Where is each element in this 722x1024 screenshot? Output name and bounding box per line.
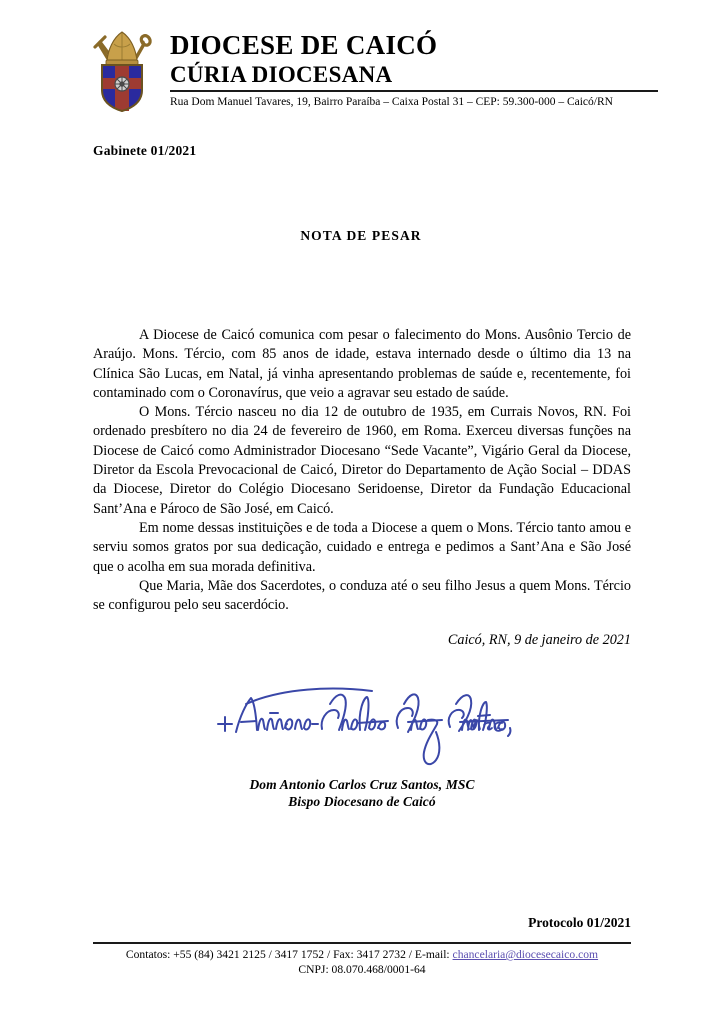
masthead [170,26,658,110]
footer-cnpj: CNPJ: 08.070.468/0001-64 [298,963,426,976]
signatory-name: Dom Antonio Carlos Cruz Santos, MSC [249,777,475,792]
body-paragraph-3: Em nome dessas instituições e de toda a Diocese a quem o Mons. Tércio tanto amou e serviu somos gratos por sua dedicação, cuidado e entrega e pedimos a Sant’Ana e São José que o acolha em sua morada definitiva. [93,519,631,575]
body-paragraph-1: A Diocese de Caicó comunica com pesar o falecimento do Mons. Ausônio Tercio de Araújo. Mons. Tércio, com 85 anos de idade, estava internado desde o último dia 13 na Clínica São Lucas, em Natal, já vinha apresentando problemas de saúde e, recentemente, foi contaminado com o Coronavírus, que veio a agravar seu estado de saúde. [93,327,631,401]
dateline: Caicó, RN, 9 de janeiro de 2021 [447,632,631,648]
footer-divider [93,942,631,944]
diocese-coat-of-arms-icon [86,28,158,114]
gabinete-reference: Gabinete 01/2021 [93,143,197,158]
body-text [93,326,631,615]
handwritten-signature-icon [93,680,631,776]
signature-block [93,680,631,810]
footer-contacts-text: Contatos: +55 (84) 3421 2125 / 3417 1752 / Fax: 3417 2732 / E-mail: [125,948,453,961]
organization-subtitle: CÚRIA DIOCESANA [170,62,393,87]
letterhead [86,26,646,114]
footer-contacts [93,947,631,963]
footer-email-link[interactable]: chancelaria@diocesecaico.com [452,948,599,961]
organization-address: Rua Dom Manuel Tavares, 19, Bairro Paraíba – Caixa Postal 31 – CEP: 59.300-000 – Caicó/RN [170,96,613,108]
body-paragraph-4: Que Maria, Mãe dos Sacerdotes, o conduza até o seu filho Jesus a quem Mons. Tércio se configurou pelo seu sacerdócio. [93,577,631,614]
protocolo-reference: Protocolo 01/2021 [528,915,631,930]
organization-name: DIOCESE DE CAICÓ [170,30,438,60]
signatory-role: Bispo Diocesano de Caicó [288,794,436,809]
document-title: NOTA DE PESAR [300,228,422,243]
body-paragraph-2: O Mons. Tércio nasceu no dia 12 de outubro de 1935, em Currais Novos, RN. Foi ordenado presbítero no dia 24 de fevereiro de 1960, em Roma. Exerceu diversas funções na Diocese de Caicó como Administrador Diocesano “Sede Vacante”, Vigário Geral da Diocese, Diretor da Escola Prevocacional de Caicó, Diretor do Departamento de Ação Social – DDAS da Diocese, Diretor do Colégio Diocesano Seridoense, Diretor da Fundação Educacional Sant’Ana e Pároco de São José, em Caicó. [93,404,631,517]
